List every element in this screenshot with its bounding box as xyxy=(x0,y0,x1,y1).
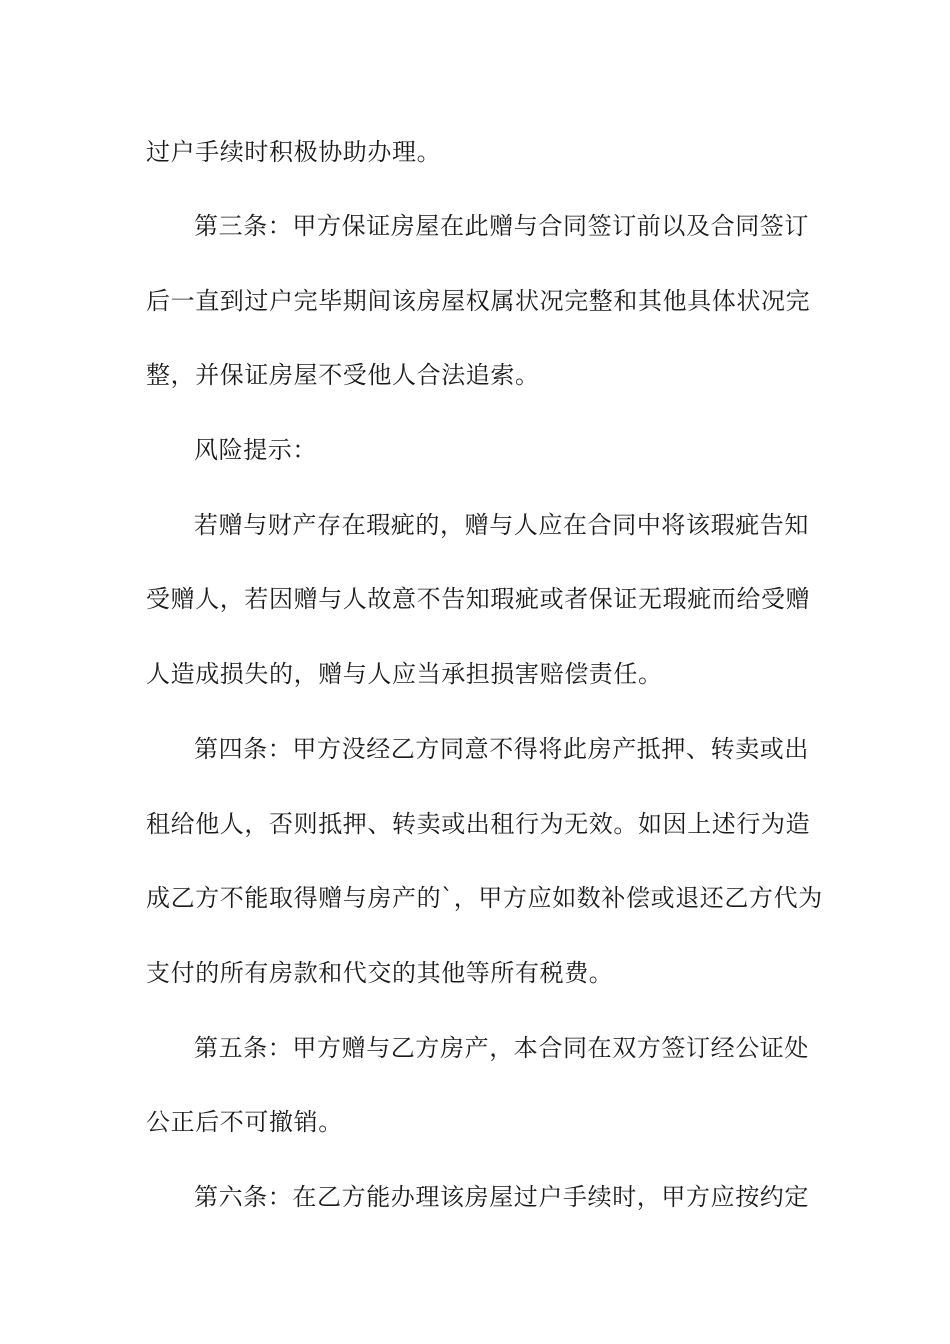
article-5-line-2: 公正后不可撤销。 xyxy=(146,1108,343,1136)
article-5-line-1: 第五条：甲方赠与乙方房产，本合同在双方签订经公证处 xyxy=(194,1034,809,1062)
article-3-line-3: 整，并保证房屋不受他人合法追索。 xyxy=(146,361,540,389)
risk-notice-line-1: 若赠与财产存在瑕疵的，赠与人应在合同中将该瑕疵告知 xyxy=(194,511,809,539)
article-4-line-3: 成乙方不能取得赠与房产的`，甲方应如数补偿或退还乙方代为 xyxy=(146,884,823,912)
article-4-line-2: 租给他人，否则抵押、转卖或出租行为无效。如因上述行为造 xyxy=(146,810,811,838)
risk-notice-line-3: 人造成损失的，赠与人应当承担损害赔偿责任。 xyxy=(146,660,663,688)
article-4-line-4: 支付的所有房款和代交的其他等所有税费。 xyxy=(146,959,614,987)
article-3-line-2: 后一直到过户完毕期间该房屋权属状况完整和其他具体状况完 xyxy=(146,287,811,315)
article-6-line-1: 第六条：在乙方能办理该房屋过户手续时，甲方应按约定 xyxy=(194,1183,809,1211)
article-3-line-1: 第三条：甲方保证房屋在此赠与合同签订前以及合同签订 xyxy=(194,212,809,240)
article-4-line-1: 第四条：甲方没经乙方同意不得将此房产抵押、转卖或出 xyxy=(194,735,809,763)
text-line-1: 过户手续时积极协助办理。 xyxy=(146,138,442,166)
risk-notice-heading: 风险提示： xyxy=(194,436,317,464)
risk-notice-line-2: 受赠人，若因赠与人故意不告知瑕疵或者保证无瑕疵而给受赠 xyxy=(146,585,811,613)
